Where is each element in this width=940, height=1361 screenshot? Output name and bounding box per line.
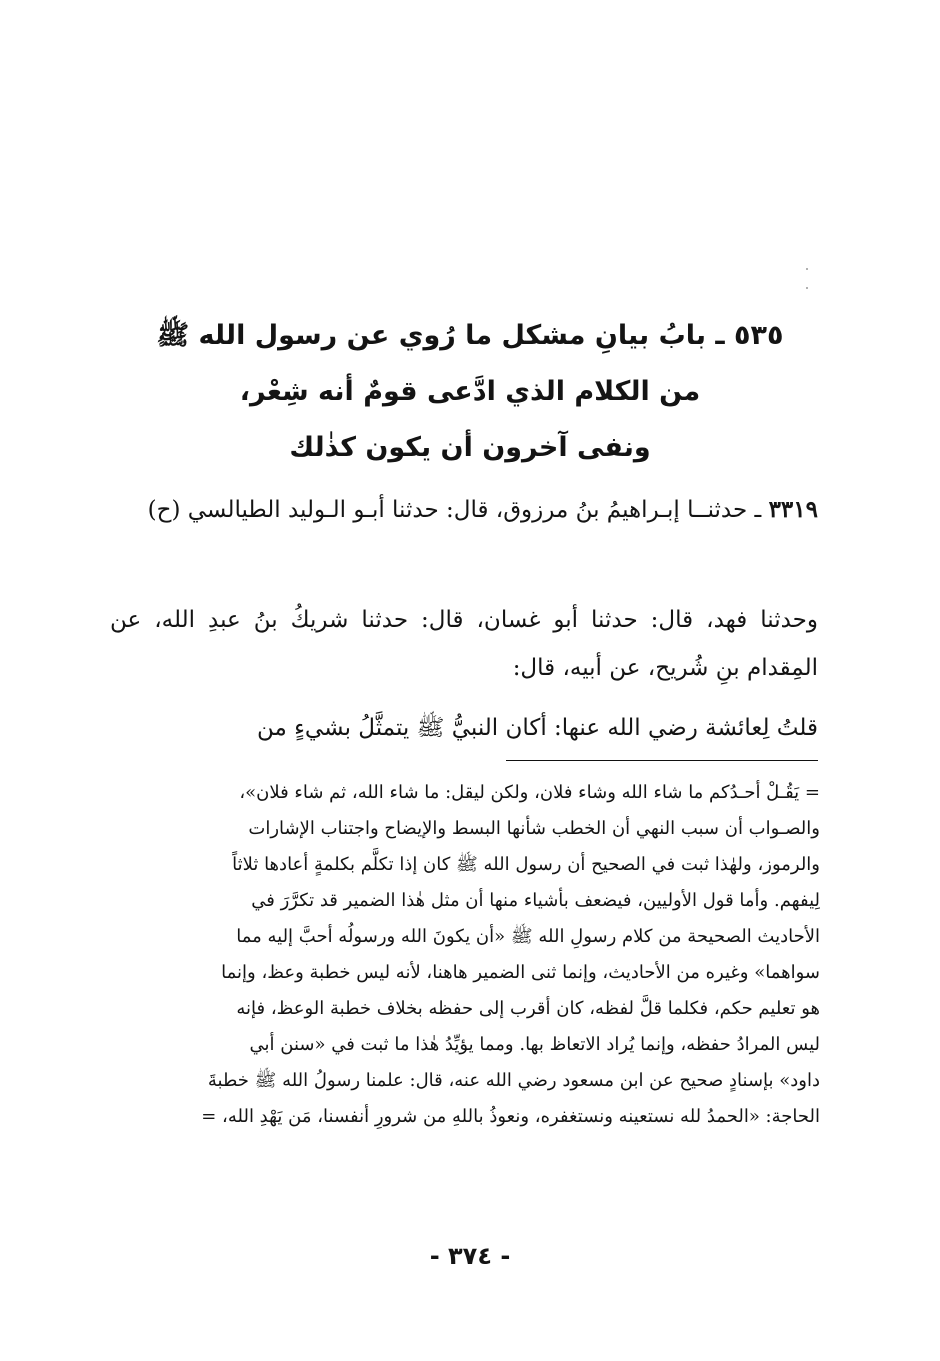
footnote-line: الأحاديث الصحيحة من كلام رسولِ الله ﷺ «أن يكونَ الله ورسولُه أحبَّ إليه مما: [236, 926, 820, 947]
footnote-line: الحاجة: «الحمدُ لله نستعينه ونستغفره، ونعوذُ باللهِ من شرورِ أنفسنا، مَن يَهْدِ الله، =: [201, 1106, 820, 1127]
chapter-title-line-2: من الكلام الذي ادَّعى قومٌ أنه شِعْر،: [239, 376, 701, 407]
hadith-isnad-1: ـ حدثنــا إبـراهيمُ بنُ مرزوق، قال: حدثنا أبـو الـوليد الطيالسي (ح): [147, 497, 769, 523]
page-number: - ٣٧٤ -: [429, 1242, 511, 1270]
footnote-line: ليس المرادُ حفظه، وإنما يُراد الاتعاظ بها. ومما يؤيِّدُ هٰذا ما ثبت في «سنن أبي: [249, 1034, 820, 1055]
chapter-title-line-1: ٥٣٥ ـ بابُ بيانِ مشكل ما رُوي عن رسول الله ﷺ: [156, 320, 784, 351]
footnote-line: لِيفهم. وأما قول الأوليين، فيضعف بأشياء منها أن مثل هٰذا الضمير قد تكرَّرَ في: [251, 890, 820, 911]
footnote-block: [110, 775, 820, 1135]
footnote-line: والرموز، ولهٰذا ثبت في الصحيح أن رسول الله ﷺ كان إذا تكلَّم بكلمةٍ أعادها ثلاثاً: [232, 854, 820, 875]
scan-speck: [806, 287, 808, 289]
footnote-line: داود» بإسنادٍ صحيح عن ابن مسعود رضي الله عنه، قال: علمنا رسولُ الله ﷺ خطبةَ: [207, 1070, 820, 1091]
footnote-line: هو تعليم حكم، فكلما قلَّ لفظه، كان أقرب إلى حفظه بخلاف خطبة الوعظ، فإنه: [236, 998, 820, 1019]
scan-speck: [806, 268, 808, 270]
hadith-number: ٣٣١٩: [768, 496, 818, 523]
hadith-paragraph-2: وحدثنا فهد، قال: حدثنا أبو غسان، قال: حدثنا شريكُ بنُ عبدِ الله، عن المِقدام بنِ شُريح، عن أبيه، قال:: [110, 607, 818, 681]
footnote-line: = يَقُـلْ أحـدُكم ما شاء الله وشاء فلان، ولكن ليقل: ما شاء الله، ثم شاء فلان»،: [239, 782, 820, 803]
footnote-line: سواهما» وغيره من الأحاديث، وإنما ثنى الضمير هاهنا، لأنه ليس خطبة وعظ، وإنما: [221, 962, 820, 983]
footnote-line: والصـواب أن سبب النهي أن الخطب شأنها البسط والإيضاح واجتناب الإشارات: [248, 818, 820, 839]
hadith-paragraph-1: [110, 486, 818, 534]
hadith-paragraph-3: قلتُ لِعائشة رضي الله عنها: أكان النبيُّ ﷺ يتمثَّلُ بشيءٍ من: [256, 715, 818, 741]
chapter-title-line-3: ونفى آخرون أن يكون كذٰلك: [289, 432, 651, 463]
